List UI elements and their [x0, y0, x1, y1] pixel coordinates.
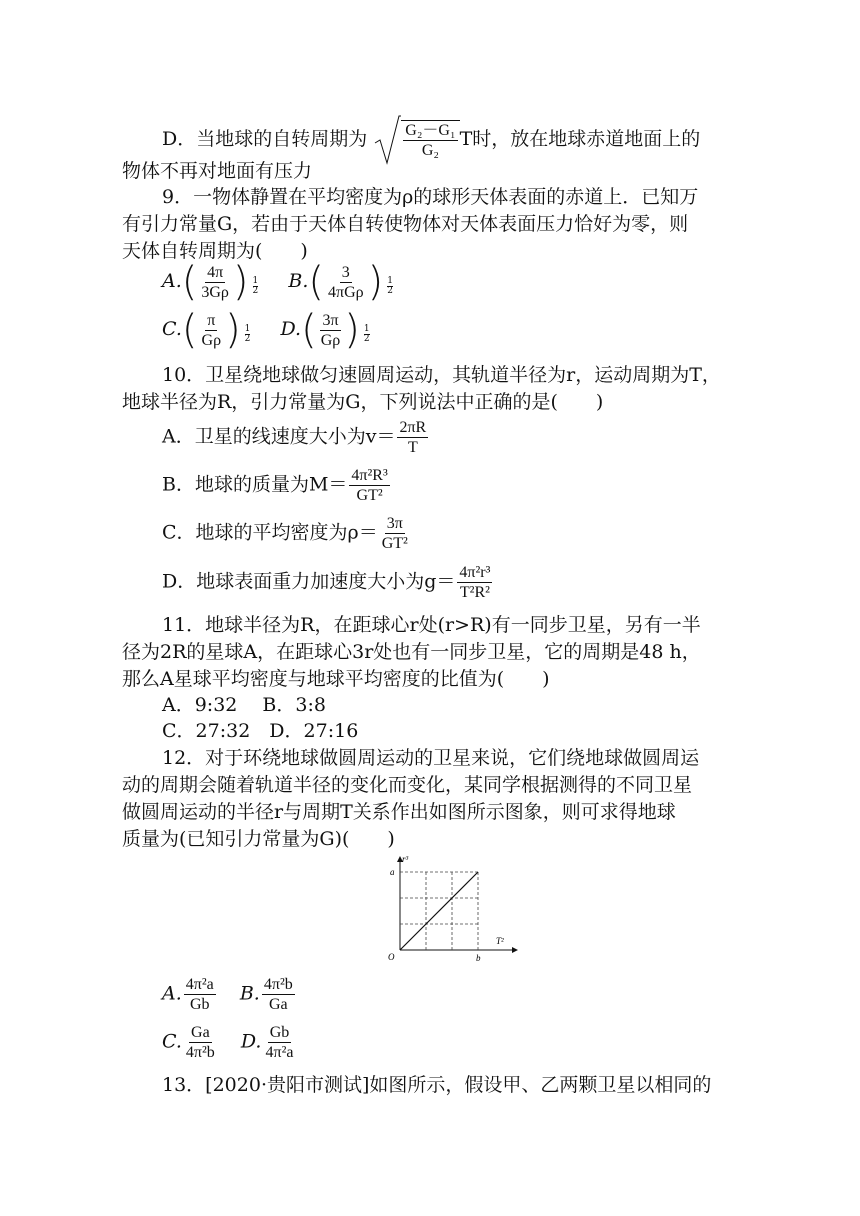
r3-t2-graph: [380, 852, 520, 964]
x-axis-arrow-icon: [512, 947, 518, 953]
q9-stem-line1: 9．一物体静置在平均密度为ρ的球形天体表面的赤道上．已知万: [162, 186, 699, 208]
q12-stem-line2: 动的周期会随着轨道半径的变化而变化，某同学根据测得的不同卫星: [122, 774, 693, 796]
q12-stem-line4: 质量为(已知引力常量为G)( ): [122, 828, 395, 850]
q13-stem-line1: 13．[2020·贵阳市测试]如图所示，假设甲、乙两颗卫星以相同的: [162, 1074, 712, 1096]
sqrt-expression: $\frac{\text{G₂－G₁}}{\text{G₂}}$: [373, 115, 459, 165]
q10-option-d: D．地球表面重力加速度大小为g＝ $\frac{\text{4π²r³}}{\text{T²R²}}$: [162, 564, 491, 601]
data-line: [400, 872, 478, 950]
q12-stem-line1: 12．对于环绕地球做圆周运动的卫星来说，它们绕地球做圆周运: [162, 747, 700, 769]
x-axis-label: T²: [496, 936, 504, 946]
x-tick-label: b: [476, 953, 481, 963]
q10-option-b: B．地球的质量为M＝ $\frac{\text{4π²R³}}{\text{GT²}}$: [162, 467, 388, 504]
q9-stem-line3: 天体自转周期为( ): [122, 240, 308, 262]
q11-stem-line2: 径为2R的星球A，在距球心3r处也有一同步卫星，它的周期是48 h，: [122, 641, 701, 663]
q10-option-a: A．卫星的线速度大小为v＝ $\frac{2\pi R}{T}$: [162, 419, 427, 456]
origin-label: O: [388, 952, 395, 962]
q8-option-d-line2: 物体不再对地面有压力: [122, 160, 313, 182]
y-tick-label: a: [390, 867, 395, 877]
q8-option-d: D．当地球的自转周期为 $\frac{\text{G₂－G₁}}{\text{G₂}}$ T时，放在地球赤道地面上的: [162, 115, 700, 165]
q12-options-row1: A. $\frac{\text{4π²a}}{Gb}$ B. $\frac{\text{4π²b}}{Ga}$: [162, 976, 293, 1013]
radical-sign-icon: [373, 115, 401, 165]
q11-options-cd: C．27:32 D．27:16: [162, 720, 359, 742]
q11-options-ab: A．9:32 B．3:8: [162, 694, 326, 716]
q9-options-row2: C. ( $\frac{\pi}{G\rho}$ ) $\frac{1}{2}$ D. ( $\frac{3\pi}{G\rho}$ ) $\frac{1}{2}$: [162, 307, 370, 353]
q11-stem-line1: 11．地球半径为R，在距球心r处(r>R)有一同步卫星，另有一半: [162, 614, 701, 636]
q12-options-row2: C. $\frac{Ga}{\text{4π²b}}$ D. $\frac{Gb}{\text{4π²a}}$: [162, 1024, 294, 1061]
q10-stem-line1: 10．卫星绕地球做匀速圆周运动，其轨道半径为r，运动周期为T，: [162, 364, 721, 386]
q10-stem-line2: 地球半径为R，引力常量为G，下列说法中正确的是( ): [122, 391, 604, 413]
q9-stem-line2: 有引力常量G，若由于天体自转使物体对天体表面压力恰好为零，则: [122, 213, 689, 235]
q12-stem-line3: 做圆周运动的半径r与周期T关系作出如图所示图象，则可求得地球: [122, 801, 676, 823]
q10-option-c: C．地球的平均密度为ρ＝ $\frac{3\pi}{\text{GT²}}$: [162, 515, 408, 552]
y-axis-label: r³: [402, 854, 409, 864]
q11-stem-line3: 那么A星球平均密度与地球平均密度的比值为( ): [122, 668, 550, 690]
q9-options-row1: A. ( $\frac{4\pi}{3G\rho}$ ) $\frac{1}{2}$ B. ( $\frac{3}{\text{4πGρ}}$ ) $\frac{1}{2}$: [162, 259, 393, 305]
